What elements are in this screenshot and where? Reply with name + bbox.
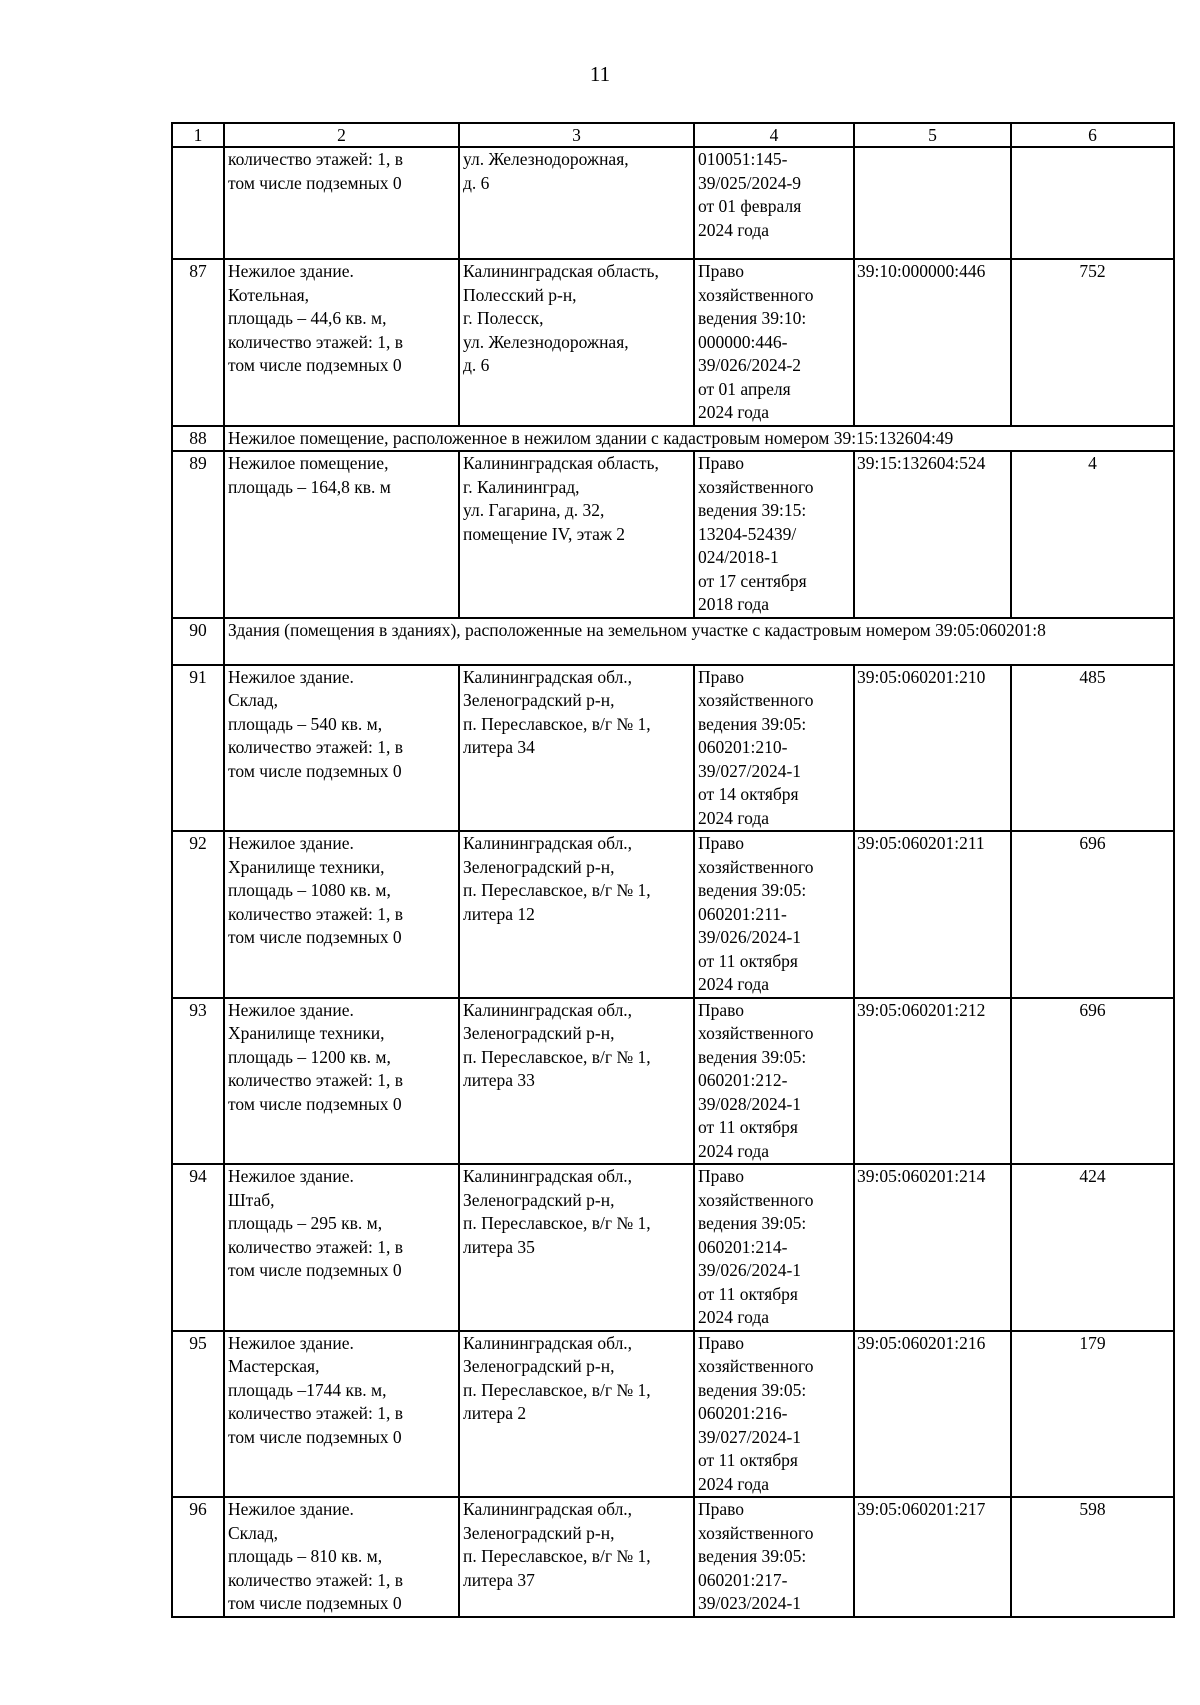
ownership-right: Право хозяйственного ведения 39:05: 060201:210- 39/027/2024-1 от 14 октября 2024 года	[694, 665, 854, 832]
object-address: Калининградская обл., Зеленоградский р-н, п. Переславское, в/г № 1, литера 35	[459, 1164, 694, 1331]
ownership-right: Право хозяйственного ведения 39:05: 060201:211- 39/026/2024-1 от 11 октября 2024 года	[694, 831, 854, 998]
object-description: Нежилое здание. Хранилище техники, площадь – 1080 кв. м, количество этажей: 1, в том числе подземных 0	[224, 831, 459, 998]
value-cell: 424	[1011, 1164, 1174, 1331]
column-header: 6	[1011, 123, 1174, 147]
object-description: количество этажей: 1, в том числе подземных 0	[224, 147, 459, 259]
row-number: 87	[172, 259, 224, 426]
row-number: 88	[172, 426, 224, 452]
ownership-right: Право хозяйственного ведения 39:10: 000000:446- 39/026/2024-2 от 01 апреля 2024 года	[694, 259, 854, 426]
cadastral-number	[854, 147, 1011, 259]
table-row	[172, 665, 1174, 832]
table-row	[172, 259, 1174, 426]
table-row	[172, 1497, 1174, 1617]
row-number: 93	[172, 998, 224, 1165]
table-row	[172, 451, 1174, 618]
object-address: Калининградская обл., Зеленоградский р-н, п. Переславское, в/г № 1, литера 37	[459, 1497, 694, 1617]
object-description: Нежилое здание. Котельная, площадь – 44,6 кв. м, количество этажей: 1, в том числе подземных 0	[224, 259, 459, 426]
table-header-row	[172, 123, 1174, 147]
cadastral-number: 39:05:060201:211	[854, 831, 1011, 998]
table-row	[172, 998, 1174, 1165]
page-number: 11	[589, 62, 611, 86]
column-header: 2	[224, 123, 459, 147]
cadastral-number: 39:05:060201:216	[854, 1331, 1011, 1498]
ownership-right: Право хозяйственного ведения 39:05: 060201:216- 39/027/2024-1 от 11 октября 2024 года	[694, 1331, 854, 1498]
ownership-right: Право хозяйственного ведения 39:15: 13204-52439/ 024/2018-1 от 17 сентября 2018 года	[694, 451, 854, 618]
object-description: Нежилое помещение, площадь – 164,8 кв. м	[224, 451, 459, 618]
object-description: Нежилое здание. Склад, площадь – 540 кв. м, количество этажей: 1, в том числе подземных 0	[224, 665, 459, 832]
object-address: Калининградская обл., Зеленоградский р-н, п. Переславское, в/г № 1, литера 12	[459, 831, 694, 998]
cadastral-number: 39:05:060201:217	[854, 1497, 1011, 1617]
table-row	[172, 831, 1174, 998]
value-cell: 485	[1011, 665, 1174, 832]
cadastral-number: 39:05:060201:210	[854, 665, 1011, 832]
row-number: 91	[172, 665, 224, 832]
column-header: 4	[694, 123, 854, 147]
section-row	[172, 426, 1174, 452]
cadastral-number: 39:10:000000:446	[854, 259, 1011, 426]
property-registry-table	[171, 122, 1175, 1618]
ownership-right: Право хозяйственного ведения 39:05: 060201:212- 39/028/2024-1 от 11 октября 2024 года	[694, 998, 854, 1165]
value-cell: 696	[1011, 831, 1174, 998]
cadastral-number: 39:05:060201:214	[854, 1164, 1011, 1331]
row-number: 89	[172, 451, 224, 618]
object-address: Калининградская область, Полесский р-н, г. Полесск, ул. Железнодорожная, д. 6	[459, 259, 694, 426]
row-number: 94	[172, 1164, 224, 1331]
cadastral-number: 39:05:060201:212	[854, 998, 1011, 1165]
object-address: Калининградская обл., Зеленоградский р-н, п. Переславское, в/г № 1, литера 33	[459, 998, 694, 1165]
section-heading: Нежилое помещение, расположенное в нежилом здании с кадастровым номером 39:15:132604:49	[224, 426, 1174, 452]
ownership-right: Право хозяйственного ведения 39:05: 060201:217- 39/023/2024-1	[694, 1497, 854, 1617]
column-header: 3	[459, 123, 694, 147]
ownership-right: 010051:145- 39/025/2024-9 от 01 февраля 2024 года	[694, 147, 854, 259]
table-row	[172, 1164, 1174, 1331]
ownership-right: Право хозяйственного ведения 39:05: 060201:214- 39/026/2024-1 от 11 октября 2024 года	[694, 1164, 854, 1331]
value-cell: 4	[1011, 451, 1174, 618]
row-number: 92	[172, 831, 224, 998]
object-address: ул. Железнодорожная, д. 6	[459, 147, 694, 259]
row-number: 95	[172, 1331, 224, 1498]
value-cell: 598	[1011, 1497, 1174, 1617]
object-address: Калининградская область, г. Калининград, ул. Гагарина, д. 32, помещение IV, этаж 2	[459, 451, 694, 618]
column-header: 5	[854, 123, 1011, 147]
table-row	[172, 1331, 1174, 1498]
value-cell	[1011, 147, 1174, 259]
object-address: Калининградская обл., Зеленоградский р-н, п. Переславское, в/г № 1, литера 2	[459, 1331, 694, 1498]
cadastral-number: 39:15:132604:524	[854, 451, 1011, 618]
object-description: Нежилое здание. Мастерская, площадь –1744 кв. м, количество этажей: 1, в том числе подземных 0	[224, 1331, 459, 1498]
value-cell: 179	[1011, 1331, 1174, 1498]
object-description: Нежилое здание. Склад, площадь – 810 кв. м, количество этажей: 1, в том числе подземных 0	[224, 1497, 459, 1617]
row-number: 96	[172, 1497, 224, 1617]
row-number	[172, 147, 224, 259]
column-header: 1	[172, 123, 224, 147]
table-row	[172, 147, 1174, 259]
object-description: Нежилое здание. Штаб, площадь – 295 кв. м, количество этажей: 1, в том числе подземных 0	[224, 1164, 459, 1331]
row-number: 90	[172, 618, 224, 665]
section-heading: Здания (помещения в зданиях), расположенные на земельном участке с кадастровым номером 39:05:060201:8	[224, 618, 1174, 665]
value-cell: 752	[1011, 259, 1174, 426]
value-cell: 696	[1011, 998, 1174, 1165]
section-row	[172, 618, 1174, 665]
object-description: Нежилое здание. Хранилище техники, площадь – 1200 кв. м, количество этажей: 1, в том числе подземных 0	[224, 998, 459, 1165]
object-address: Калининградская обл., Зеленоградский р-н, п. Переславское, в/г № 1, литера 34	[459, 665, 694, 832]
